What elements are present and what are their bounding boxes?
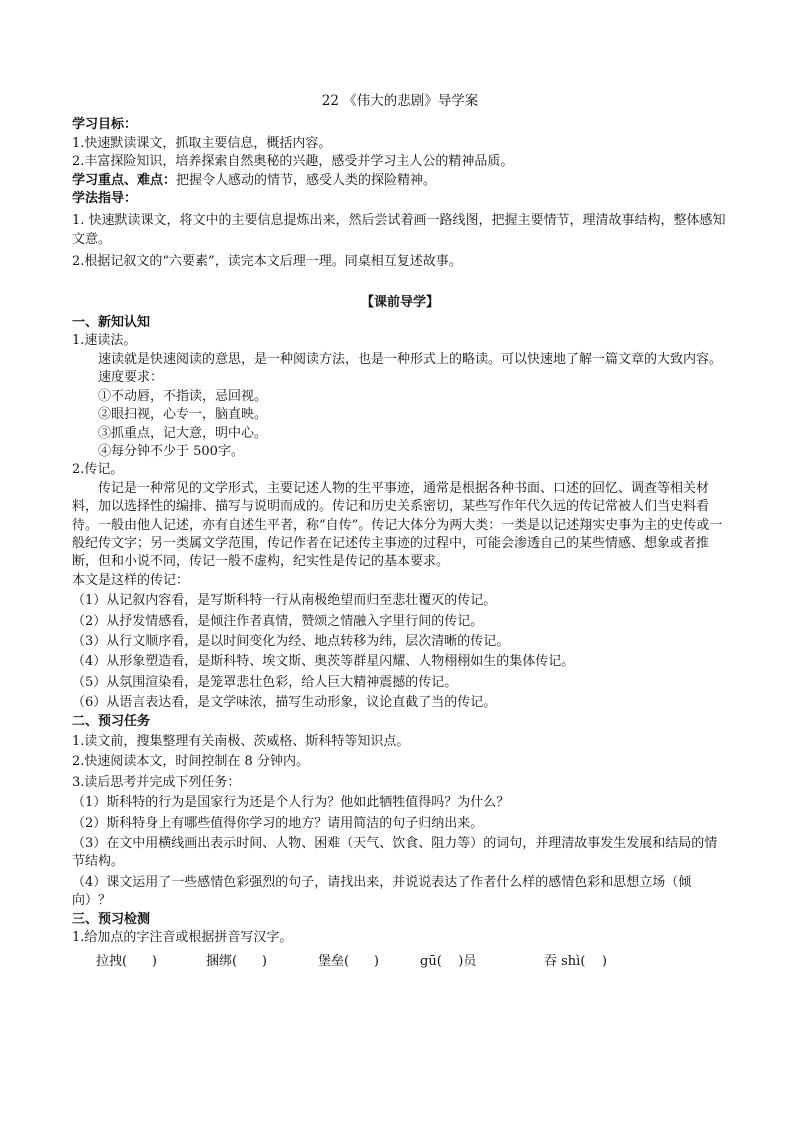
pinyin-item: 捆绑( ): [206, 954, 267, 970]
focus-heading: 学习重点、难点：: [72, 172, 177, 188]
bio-title: 2.传记。: [72, 462, 124, 478]
speed-item: ②眼扫视，心专一，脑直映。: [98, 407, 268, 423]
pinyin-row: [72, 953, 728, 971]
bio-item: （1）从记叙内容看，是写斯科特一行从南极绝望而归至悲壮覆灭的传记。: [72, 593, 497, 609]
bio-item: （2）从抒发情感看，是倾注作者真情，赞颂之情融入字里行间的传记。: [72, 613, 484, 629]
focus-line: [72, 172, 728, 190]
bio-item: （3）从行文顺序看，是以时间变化为经、地点转移为纬，层次清晰的传记。: [72, 633, 510, 649]
speed-req: 速度要求：: [98, 370, 164, 386]
task-item: （2）斯科特身上有哪些值得你学习的地方？请用简洁的句子归纳出来。: [72, 815, 484, 831]
pinyin-item: 拉拽( ): [96, 954, 157, 970]
method-item: 1. 快速默读课文，将文中的主要信息提炼出来，然后尝试着画一路线图，把握主要情节，理清故事结构，整体感知文意。: [72, 213, 726, 247]
page-title: 22 《伟大的悲剧》导学案: [321, 93, 479, 109]
test-question: 1.给加点的字注音或根据拼音写汉字。: [72, 930, 293, 946]
pinyin-item: gū( )员: [420, 954, 477, 970]
speed-item: ④每分钟不少于 500字。: [98, 443, 244, 459]
speed-item: ③抓重点，记大意，明中心。: [98, 425, 268, 441]
goal-item: 2.丰富探险知识，培养探索自然奥秘的兴趣，感受并学习主人公的精神品质。: [72, 154, 514, 170]
task-item: 2.快速阅读本文，时间控制在 8 分钟内。: [72, 754, 309, 770]
section-title: 【课前导学】: [360, 294, 439, 310]
speed-title: 1.速读法。: [72, 333, 137, 349]
task-item: （1）斯科特的行为是国家行为还是个人行为？他如此牺牲值得吗？为什么？: [72, 795, 510, 811]
part3-heading: 三、预习检测: [72, 911, 151, 927]
pinyin-item: 吞 shì( ): [544, 954, 608, 970]
document: [72, 92, 728, 972]
bio-item: （5）从氛围渲染看，是笼罩悲壮色彩，给人巨大精神震撼的传记。: [72, 674, 458, 690]
part1-heading: 一、新知认知: [72, 315, 151, 331]
speed-text: 速读就是快速阅读的意思，是一种阅读方法，也是一种形式上的略读。可以快速地了解一篇文章的大致内容。: [98, 351, 723, 367]
method-heading: 学法指导：: [72, 191, 138, 207]
task-item: 1.读文前，搜集整理有关南极、茨威格、斯科特等知识点。: [72, 734, 410, 749]
task-item: （4）课文运用了一些感情色彩强烈的句子，请找出来，并说说表达了作者什么样的感情色彩和思想立场（倾向）？: [72, 874, 692, 909]
speed-item: ①不动唇，不指读，忌回视。: [98, 388, 268, 404]
task-item: （3）在文中用横线画出表示时间、人物、困难（天气、饮食、阻力等）的词句，并理清故事发生发展和结局的情节结构。: [72, 836, 718, 870]
bio-text: 传记是一种常见的文学形式，主要记述人物的生平事迹，通常是根据各种书面、口述的回忆、调查等相关材料，加以选择性的编排、描写与说明而成的。传记和历史关系密切，某些写作年代久远的传记常被人们当史料看待。一般由他人记述，亦有自述生平者，称“自传”。传记大体分为两大类：一类是以记述翔实史事为主的史传或一般纪传文字；另一类属文学范围，传记作者在记述传主事迹的过程中，可能会渗透自己的某些情感、想象或者推断，但和小说不同，传记一般不虚构，纪实性是传记的基本要求。: [72, 480, 723, 570]
pinyin-item: 堡垒( ): [318, 954, 379, 970]
goal-item: 1.快速默读课文，抓取主要信息，概括内容。: [72, 135, 332, 151]
task-item: 3.读后思考并完成下列任务：: [72, 774, 241, 790]
method-item: 2.根据记叙文的“六要素”，读完本文后理一理。同桌相互复述故事。: [72, 254, 462, 270]
focus-text: 把握令人感动的情节，感受人类的探险精神。: [176, 172, 437, 188]
bio-item: （6）从语言表达看，是文学味浓，描写生动形象，议论直截了当的传记。: [72, 695, 497, 711]
goals-heading: 学习目标：: [72, 117, 138, 133]
bio-intro: 本文是这样的传记：: [72, 572, 190, 588]
part2-heading: 二、预习任务: [72, 713, 151, 729]
bio-item: （4）从形象塑造看，是斯科特、埃文斯、奥茨等群星闪耀、人物栩栩如生的集体传记。: [72, 654, 575, 670]
